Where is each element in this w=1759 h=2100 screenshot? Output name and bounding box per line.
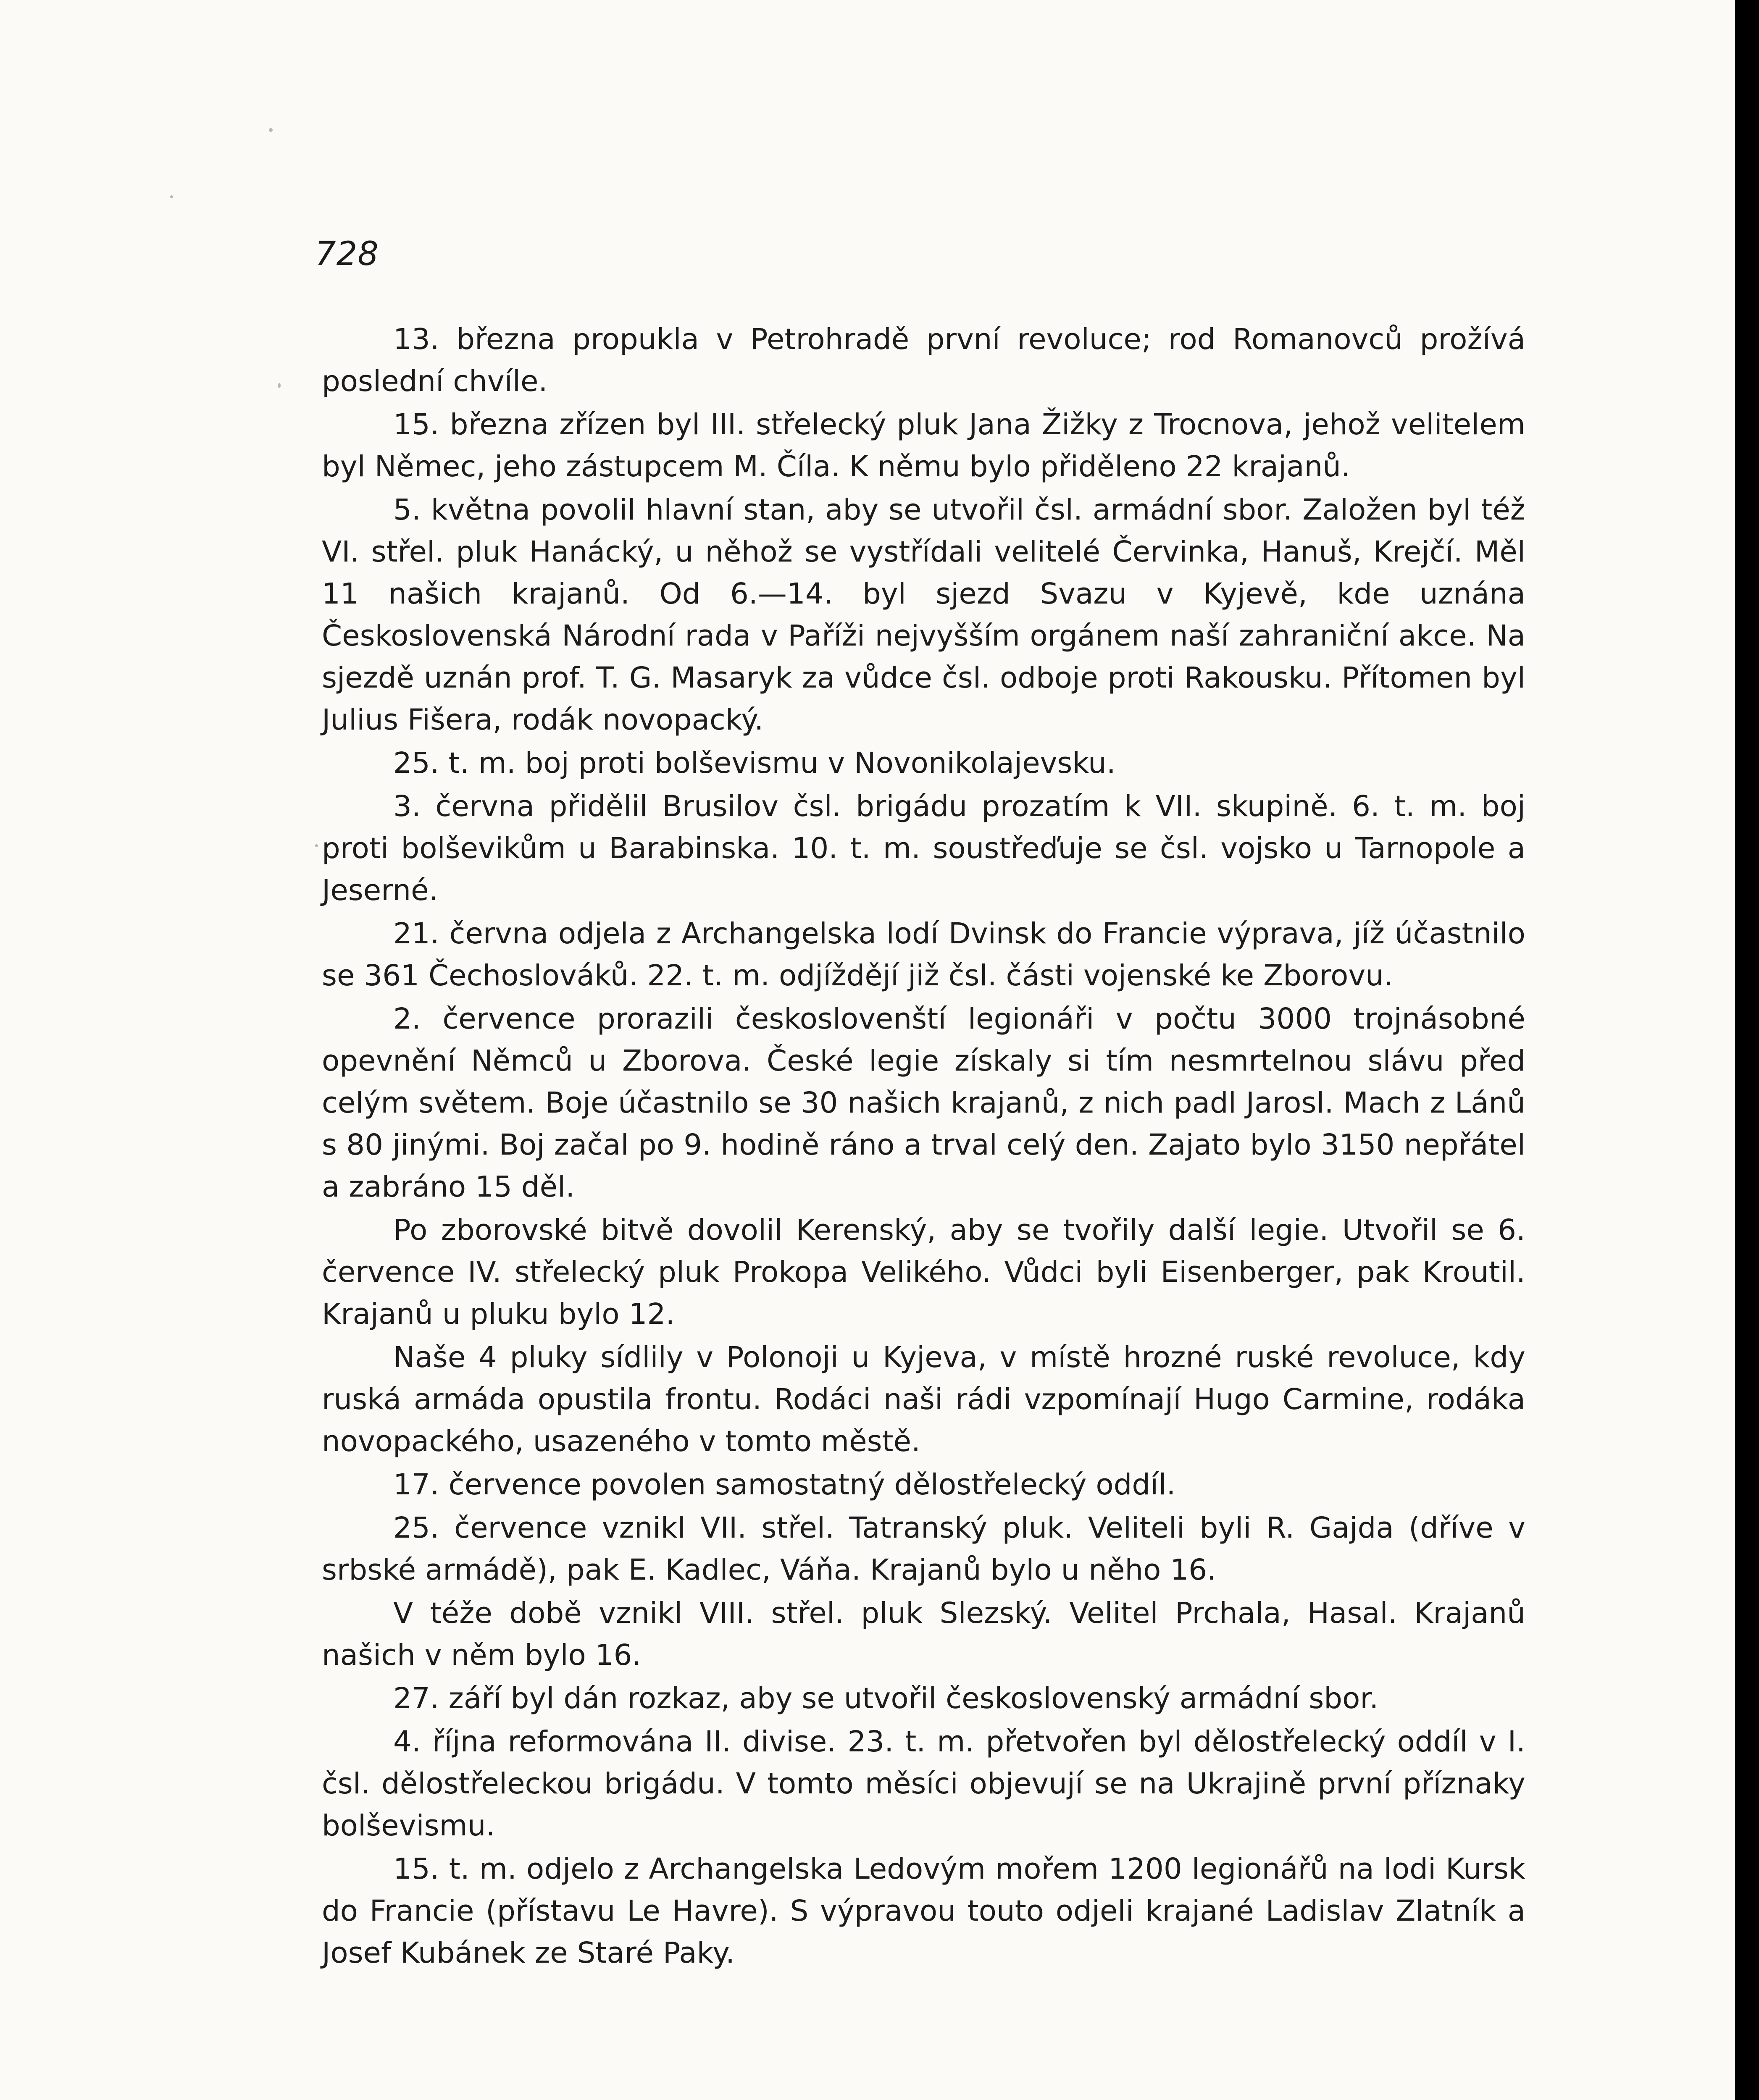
paragraph: Naše 4 pluky sídlily v Polonoji u Kyjeva, v místě hrozné ruské revoluce, kdy ruská armáda opustila frontu. Rodáci naši rádi vzpomínají Hugo Carmine, rodáka novopackého, usazeného v tomto městě.	[322, 1341, 1525, 1458]
paragraph: V téže době vznikl VIII. střel. pluk Slezský. Velitel Prchala, Hasal. Krajanů našich v něm bylo 16.	[322, 1596, 1525, 1672]
scan-dust-mark	[278, 383, 281, 388]
body-text	[322, 318, 1525, 1974]
paragraph: 15. března zřízen byl III. střelecký pluk Jana Žižky z Trocnova, jehož velitelem byl Němec, jeho zástupcem M. Číla. K němu bylo přiděleno 22 krajanů.	[322, 408, 1525, 483]
paragraph: 21. června odjela z Archangelska lodí Dvinsk do Francie výprava, jíž účastnilo se 361 Čechoslováků. 22. t. m. odjíždějí již čsl. části vojenské ke Zborovu.	[322, 917, 1525, 992]
scan-dust-mark	[269, 128, 273, 132]
scan-dust-mark	[315, 844, 318, 847]
paragraph: 25. července vznikl VII. střel. Tatranský pluk. Veliteli byli R. Gajda (dříve v srbské armádě), pak E. Kadlec, Váňa. Krajanů bylo u něho 16.	[322, 1511, 1525, 1587]
paragraph: 5. května povolil hlavní stan, aby se utvořil čsl. armádní sbor. Založen byl též VI. střel. pluk Hanácký, u něhož se vystřídali velitelé Červinka, Hanuš, Krejčí. Měl 11 našich krajanů. Od 6.—14. byl sjezd Svazu v Kyjevě, kde uznána Československá Národní rada v Paříži nejvyšším orgánem naší zahraniční akce. Na sjezdě uznán prof. T. G. Masaryk za vůdce čsl. odboje proti Rakousku. Přítomen byl Julius Fišera, rodák novopacký.	[322, 493, 1525, 737]
paragraph: Po zborovské bitvě dovolil Kerenský, aby se tvořily další legie. Utvořil se 6. července IV. střelecký pluk Prokopa Velikého. Vůdci byli Eisenberger, pak Kroutil. Krajanů u pluku bylo 12.	[322, 1213, 1525, 1331]
paragraph: 27. září byl dán rozkaz, aby se utvořil československý armádní sbor.	[393, 1682, 1379, 1715]
scan-dust-mark	[170, 195, 173, 198]
paragraph: 15. t. m. odjelo z Archangelska Ledovým mořem 1200 legionářů na lodi Kursk do Francie (přístavu Le Havre). S výpravou touto odjeli krajané Ladislav Zlatník a Josef Kubánek ze Staré Paky.	[322, 1852, 1525, 1970]
page-number: 728	[315, 235, 379, 273]
scan-border	[1735, 0, 1759, 2100]
paragraph: 25. t. m. boj proti bolševismu v Novonikolajevsku.	[393, 746, 1116, 780]
paragraph: 4. října reformována II. divise. 23. t. m. přetvořen byl dělostřelecký oddíl v I. čsl. dělostřeleckou brigádu. V tomto měsíci objevují se na Ukrajině první příznaky bolševismu.	[322, 1725, 1525, 1843]
paragraph: 3. června přidělil Brusilov čsl. brigádu prozatím k VII. skupině. 6. t. m. boj proti bolševikům u Barabinska. 10. t. m. soustřeďuje se čsl. vojsko u Tarnopole a Jeserné.	[322, 790, 1525, 907]
paragraph: 17. července povolen samostatný dělostřelecký oddíl.	[393, 1468, 1176, 1502]
paragraph: 13. března propukla v Petrohradě první revoluce; rod Romanovců prožívá poslední chvíle.	[322, 323, 1525, 398]
paragraph: 2. července prorazili českoslovenští legionáři v počtu 3000 trojnásobné opevnění Němců u Zborova. České legie získaly si tím nesmrtelnou slávu před celým světem. Boje účastnilo se 30 našich krajanů, z nich padl Jarosl. Mach z Lánů s 80 jinými. Boj začal po 9. hodině ráno a trval celý den. Zajato bylo 3150 nepřátel a zabráno 15 děl.	[322, 1002, 1525, 1204]
